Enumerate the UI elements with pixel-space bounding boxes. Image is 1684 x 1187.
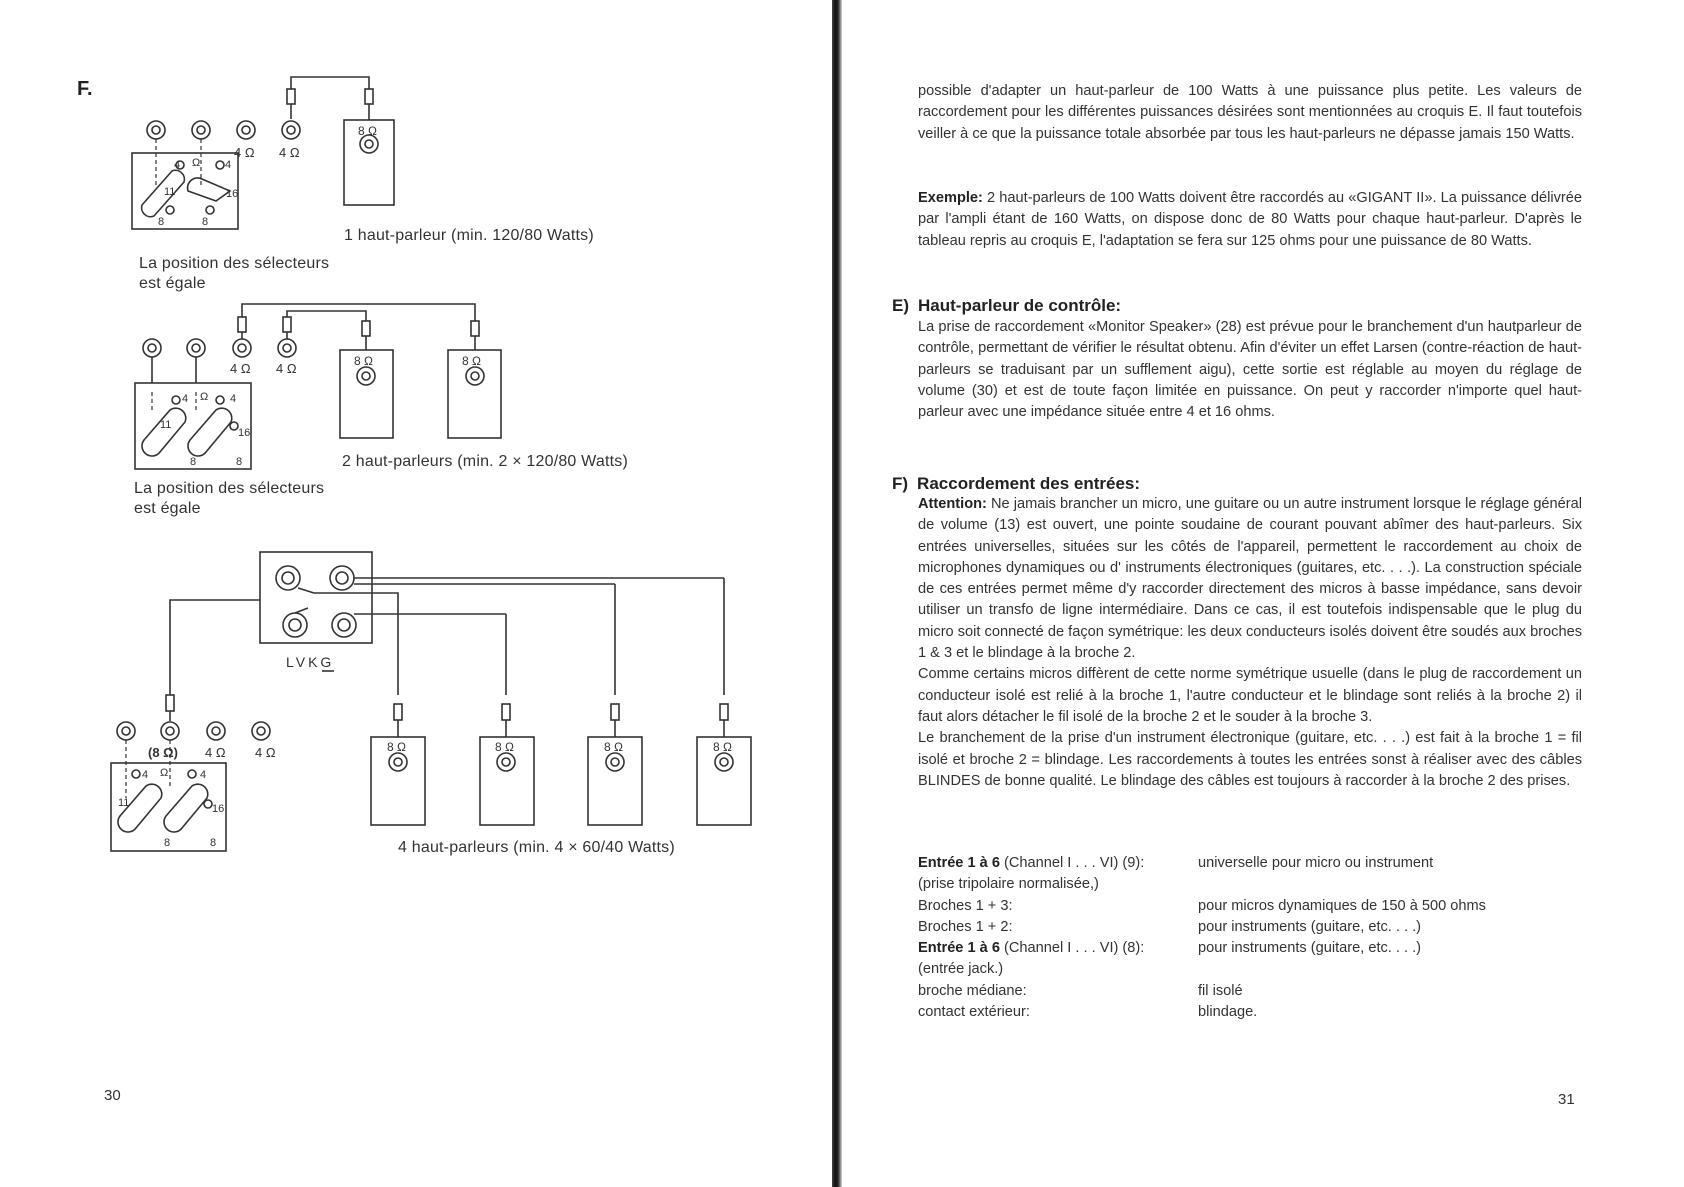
selector-label: 16 [238,427,251,439]
selector-caption: est égale [134,500,201,517]
section-f-heading [892,474,1149,494]
selector-label: Ω [192,157,201,169]
selector-label: 4 [230,393,237,405]
speaker-impedance-label: 8 Ω [462,354,481,368]
impedance-selector [132,139,238,229]
selector-caption: La position des sélecteurs [134,480,325,497]
table-row: Entrée 1 à 6 (Channel I . . . VI) (8): pour instruments (guitare, etc. . . .) [918,940,1422,957]
selector-label: 16 [212,803,225,815]
speaker-caption: 1 haut-parleur (min. 120/80 Watts) [344,227,594,244]
selector-label: 4 [142,769,149,781]
selector-label: 8 [164,837,171,849]
speaker-cabinets [371,737,751,825]
section-letter: F. [77,78,93,100]
selector-label: Ω [160,767,169,779]
output-jacks [143,339,296,357]
speaker-impedance-label: 8 Ω [713,740,732,754]
jack-label: 4 Ω [205,745,226,760]
selector-label: 16 [226,188,239,200]
selector-label: 4 [174,159,181,171]
selector-label: 4 [182,393,189,405]
selector-label: 4 [225,159,232,171]
page-number: 31 [1558,1091,1575,1108]
selector-caption: La position des sélecteurs [139,255,330,272]
section-f-letter: F) [892,474,909,493]
book-gutter [832,0,842,1187]
jack-label: 4 Ω [279,145,300,160]
selector-caption: est égale [139,275,206,292]
page-number: 30 [104,1087,121,1104]
table-row: contact extérieur: blindage. [918,1004,1258,1021]
section-f-paragraph: Le branchement de la prise d'un instrument électronique (guitare, etc. . . .) est fait à la broche 1 = fil isolé et broche 2 = blindage. Les raccordements à toutes les entrées sonst à réaliser avec des câbles BLINDES de bonne qualité. Le blindage des câbles est toujours à raccorder à la broche 2 des prises. [918,730,1582,789]
speaker-impedance-label: 8 Ω [354,354,373,368]
section-f-text [918,494,1582,792]
selector-label: 11 [164,186,176,198]
table-row: (prise tripolaire normalisée,) [918,876,1099,893]
section-e-letter: E) [892,296,909,315]
speaker-caption: 2 haut-parleurs (min. 2 × 120/80 Watts) [342,453,629,470]
attention-text: Ne jamais brancher un micro, une guitare ou un autre instrument lorsque le réglage général de volume (13) est ouvert, une pointe soudaine de courant pouvant abîmer des haut-parleurs. Six entrées universelles, situées sur les côtés de l'appareil, permettent le raccordement au choix de microphones dynamiques ou d' instruments électroniques (guitares, etc. . . .). La construction spéciale de ces entrées permet même d'y raccorder directement des micros à basse impédance, sans devoir utiliser un transfo de ligne intermédiaire. Dans ce cas, il est toutefois indispensable que le plug du micro soit connecté de façon symétrique: les deux conducteurs isolés doivent être soudés aux broches 1 & 3 et le blindage à la broche 2. [918,496,1582,662]
left-page [0,0,832,1187]
jack-label: 4 Ω [234,145,255,160]
selector-label: Ω [200,391,209,403]
selector-label: 8 [210,837,217,849]
table-row: Broches 1 + 3: pour micros dynamiques de 150 à 500 ohms [918,897,1486,914]
selector-label: 11 [160,419,172,431]
speaker-impedance-label: 8 Ω [387,740,406,754]
speaker-caption: 4 haut-parleurs (min. 4 × 60/40 Watts) [398,839,675,856]
junction-box [170,552,724,695]
jack-label: 4 Ω [255,745,276,760]
table-row: Entrée 1 à 6 (Channel I . . . VI) (9): universelle pour micro ou instrument [918,855,1434,871]
example-text: 2 haut-parleurs de 100 Watts doivent être raccordés au «GIGANT II». La puissance délivrée par l'ampli étant de 160 Watts, on dispose donc de 80 Watts pour chaque haut-parleur. D'après le tableau repris au croquis E, l'adaptation se fera sur 125 ohms pour une puissance de 80 Watts. [918,190,1582,249]
selector-label: 11 [118,797,130,809]
selector-label: 4 [200,769,207,781]
section-e-heading [892,296,1130,316]
jack-label: (8 Ω) [148,745,178,760]
table-row: (entrée jack.) [918,961,1004,978]
speaker-impedance-label: 8 Ω [604,740,623,754]
table-row: broche médiane: fil isolé [918,982,1243,999]
speaker-impedance-label: 8 Ω [358,124,377,138]
speaker-impedance-label: 8 Ω [495,740,514,754]
section-f-title: Raccordement des entrées: [917,474,1141,493]
speaker-cables [166,695,728,737]
section-f-paragraph: Comme certains micros diffèrent de cette norme symétrique usuelle (dans le plug de raccordement un conducteur isolé est relié à la broche 1, l'autre conducteur et le blindage sont reliés à la broche 2) il faut alors détacher le fil isolé de la broche 2 et le souder à la broche 3. [918,666,1582,725]
selector-label: 8 [236,456,243,468]
example-paragraph [918,188,1582,252]
figure3-diagram [108,548,758,858]
junction-box-label: LVKG [286,654,335,670]
input-pin-table [918,853,1582,1023]
section-e-text: La prise de raccordement «Monitor Speaker» (28) est prévue pour le branchement d'un hautparleur de contrôle, permettant de vérifier le résultat obtenu. Afin d'éviter un effet Larsen (contre-réaction de haut-parleurs se traduisant par un sufflement aigu), cette sortie est réglable au moyen du réglage de volume (30) et est de toute façon limitée en puissance. On peut y raccorder n'importe quel haut-parleur avec une impédance située entre 4 et 16 ohms. [918,319,1582,421]
selector-label: 8 [190,456,197,468]
speaker-cables [238,304,479,350]
intro-paragraph: possible d'adapter un haut-parleur de 100 Watts à une puissance plus petite. Les valeurs de raccordement pour les différentes puissances désirées sont mentionnées au croquis E. Il faut toutefois veiller à ce que la puissance totale absorbée par tous les haut-parleurs ne dépasse jamais 150 Watts. [918,83,1582,142]
example-label: Exemple: [918,190,983,206]
section-e-title: Haut-parleur de contrôle: [918,296,1122,315]
speaker-cable [287,77,373,120]
output-jacks [147,121,300,139]
jack-label: 4 Ω [276,361,297,376]
selector-label: 8 [158,216,165,228]
jack-label: 4 Ω [230,361,251,376]
attention-label: Attention: [918,496,987,512]
output-jacks [117,722,270,740]
table-row: Broches 1 + 2: pour instruments (guitare, etc. . . .) [918,918,1422,935]
selector-label: 8 [202,216,209,228]
